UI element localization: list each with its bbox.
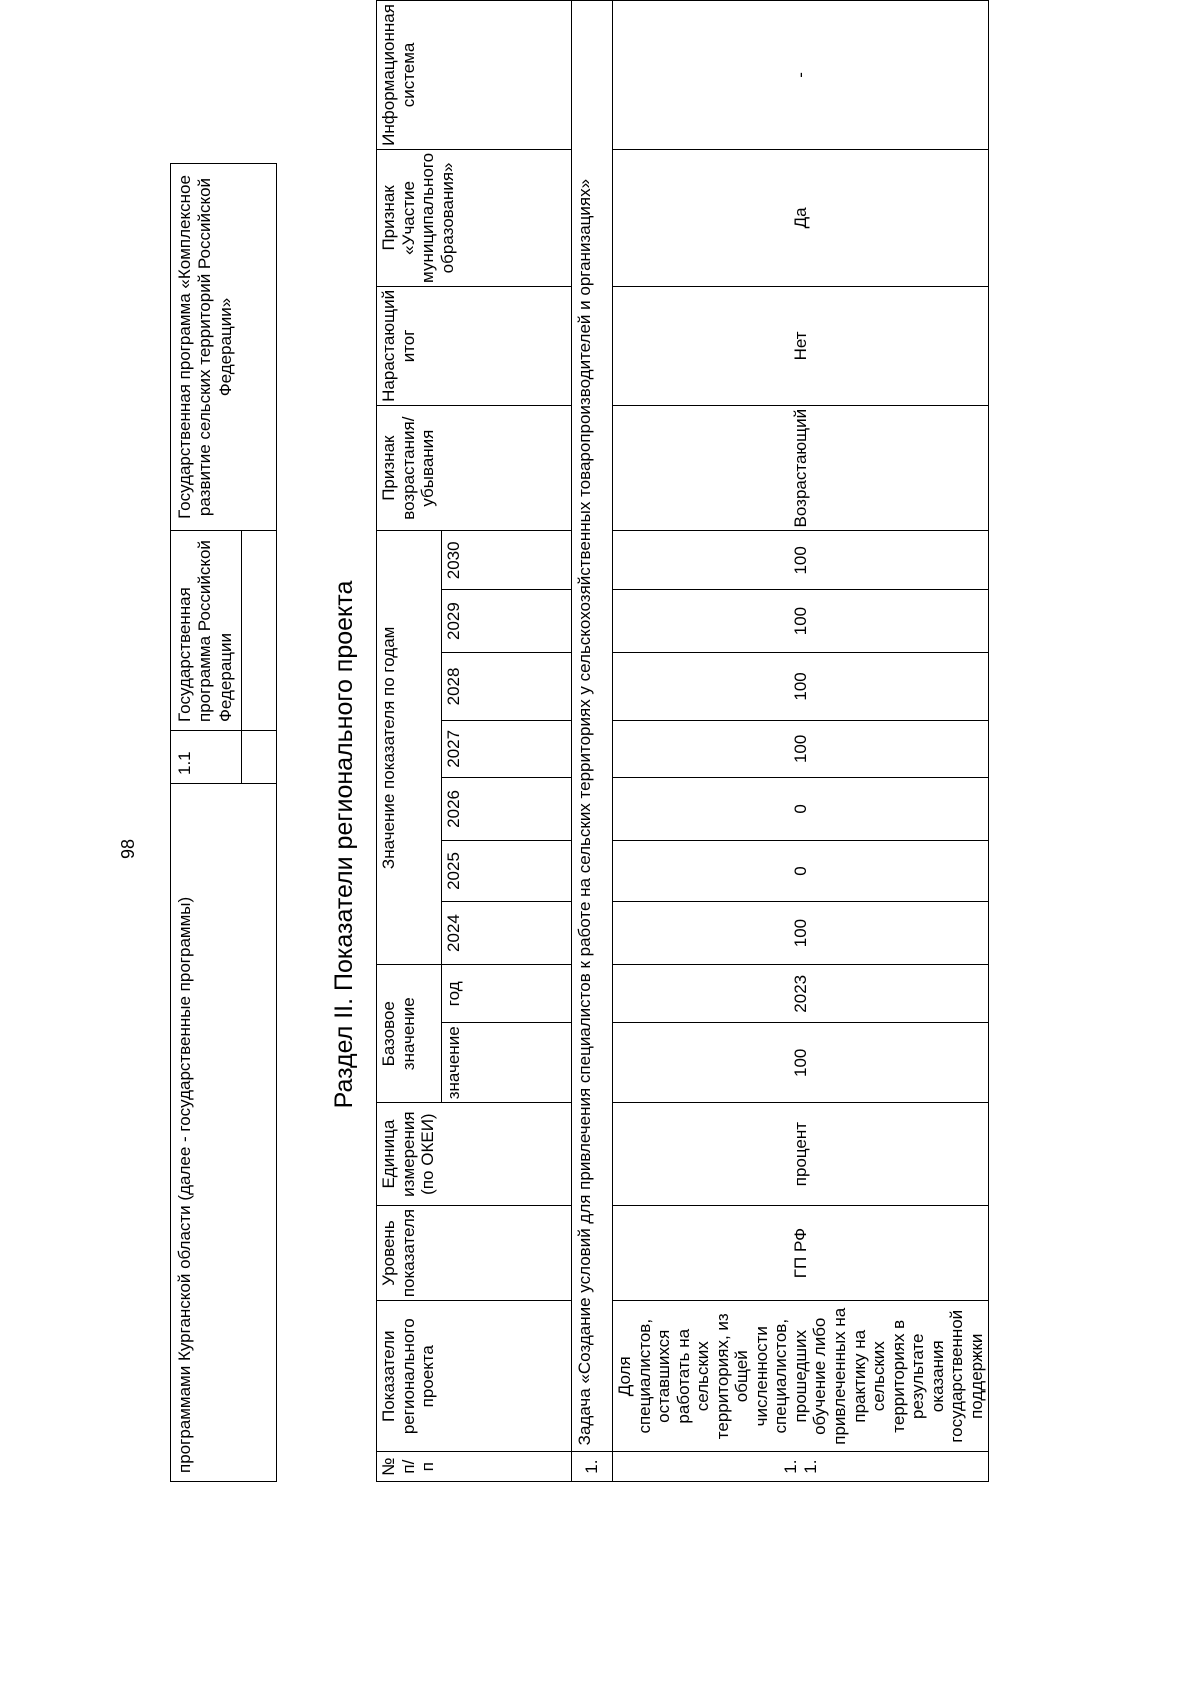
- row-base-year-cell: [613, 965, 989, 1023]
- header-num-label: № п/п: [379, 1457, 438, 1476]
- header-year-2028: [441, 652, 571, 720]
- year-label: 2029: [443, 602, 463, 640]
- row-number: 1. 1.: [781, 1459, 820, 1474]
- row-cumulative: Нет: [790, 331, 810, 361]
- row-base-value-cell: [613, 1023, 989, 1103]
- table-header-row: [377, 1, 442, 1482]
- header-year-2030: [441, 531, 571, 590]
- task-number: 1.: [582, 1459, 602, 1474]
- row-value-2026: [613, 777, 989, 840]
- header-table-row: [171, 164, 242, 1482]
- indicators-table: [376, 0, 989, 1482]
- header-trend-label: Признак возрастания/ убывания: [379, 416, 438, 520]
- row-indicator: Доля специалистов, оставшихся работать на сельских территориях, из общей численности специалистов, прошедших обучение либо привлеченных на практику на сельских территориях в результате оказания государственной поддержки: [615, 1307, 986, 1445]
- empty-cell: [242, 731, 277, 784]
- row-value-2028: [613, 652, 989, 720]
- header-base-year-label: год: [443, 981, 463, 1007]
- row-value-2024: [613, 901, 989, 964]
- row-municipal: Да: [790, 207, 810, 229]
- program-label-cell: [171, 784, 277, 1482]
- header-year-2025: [441, 841, 571, 902]
- header-trend: [377, 405, 572, 531]
- header-base-value: [441, 1023, 571, 1103]
- header-info-system: [377, 1, 572, 150]
- header-cumulative-label: Нарастающий итог: [379, 289, 418, 402]
- row-value: 0: [790, 866, 810, 876]
- row-value-2029: [613, 590, 989, 653]
- header-level-label: Уровень показателя: [379, 1208, 418, 1298]
- task-text: Задача «Создание условий для привлечения специалистов к работе на сельских территориях у сельскохозяйственных товаропроизводителей и организациях»: [575, 178, 594, 1446]
- row-trend-cell: [613, 405, 989, 531]
- header-values-by-year: [377, 531, 442, 965]
- row-cumulative-cell: [613, 286, 989, 405]
- program-label: программами Курганской области (далее - государственные программы): [175, 896, 194, 1473]
- header-base-year: [441, 965, 571, 1023]
- program-type-cell: [171, 531, 242, 731]
- program-name: Государственная программа «Комплексное развитие сельских территорий Российской Федерации»: [175, 175, 235, 519]
- row-number-cell: [613, 1452, 989, 1482]
- header-year-2024: [441, 901, 571, 964]
- header-year-2027: [441, 720, 571, 777]
- row-value: 100: [790, 672, 810, 701]
- header-year-2029: [441, 590, 571, 653]
- year-label: 2026: [443, 790, 463, 828]
- task-row: [572, 1, 613, 1482]
- task-number-cell: [572, 1452, 613, 1482]
- year-label: 2027: [443, 729, 463, 768]
- year-label: 2030: [443, 541, 463, 580]
- year-label: 2024: [443, 914, 463, 952]
- header-municipal: [377, 149, 572, 286]
- header-base-value-label: значение: [443, 1026, 463, 1100]
- row-trend: Возрастающий: [790, 408, 810, 528]
- section-title: Раздел II. Показатели регионального проекта: [330, 580, 358, 1109]
- row-value-2030: [613, 531, 989, 590]
- row-value: 0: [790, 804, 810, 814]
- row-value-2025: [613, 841, 989, 902]
- row-base-value: 100: [790, 1048, 810, 1077]
- year-label: 2028: [443, 667, 463, 706]
- header-unit: [377, 1103, 572, 1206]
- row-unit-cell: [613, 1103, 989, 1206]
- table-row: [613, 1, 989, 1482]
- page-number: 98: [118, 838, 138, 860]
- header-municipal-label: Признак «Участие муниципального образования»: [379, 152, 457, 283]
- row-municipal-cell: [613, 149, 989, 286]
- row-level: ГП РФ: [790, 1227, 810, 1279]
- task-text-cell: [572, 1, 613, 1452]
- row-indicator-cell: [613, 1301, 989, 1452]
- row-value: 100: [790, 546, 810, 575]
- row-number: 1.1: [175, 751, 194, 775]
- header-table: [170, 163, 277, 1482]
- header-level: [377, 1205, 572, 1300]
- header-unit-label: Единица измерения (по ОКЕИ): [379, 1111, 438, 1197]
- empty-cell: [242, 531, 277, 731]
- year-label: 2025: [443, 852, 463, 890]
- row-value: 100: [790, 734, 810, 764]
- header-base-label: Базовое значение: [379, 997, 418, 1071]
- program-name-cell: [171, 164, 277, 531]
- row-number-cell: [171, 731, 242, 784]
- header-year-2026: [441, 777, 571, 840]
- header-indicator: [377, 1301, 572, 1452]
- header-indicator-label: Показатели регионального проекта: [379, 1318, 438, 1435]
- header-cumulative: [377, 286, 572, 405]
- header-num: [377, 1452, 572, 1482]
- row-value: 100: [790, 606, 810, 636]
- row-value-2027: [613, 720, 989, 777]
- row-base-year: 2023: [790, 974, 810, 1013]
- row-level-cell: [613, 1205, 989, 1300]
- row-info-system: -: [790, 72, 810, 78]
- program-type: Государственная программа Российской Федерации: [175, 540, 235, 722]
- row-info-system-cell: [613, 1, 989, 150]
- header-values-by-year-label: Значение показателя по годам: [379, 626, 398, 870]
- row-value: 100: [790, 918, 810, 948]
- row-unit: процент: [790, 1121, 810, 1187]
- header-base: [377, 965, 442, 1103]
- header-info-system-label: Информационная система: [379, 4, 418, 146]
